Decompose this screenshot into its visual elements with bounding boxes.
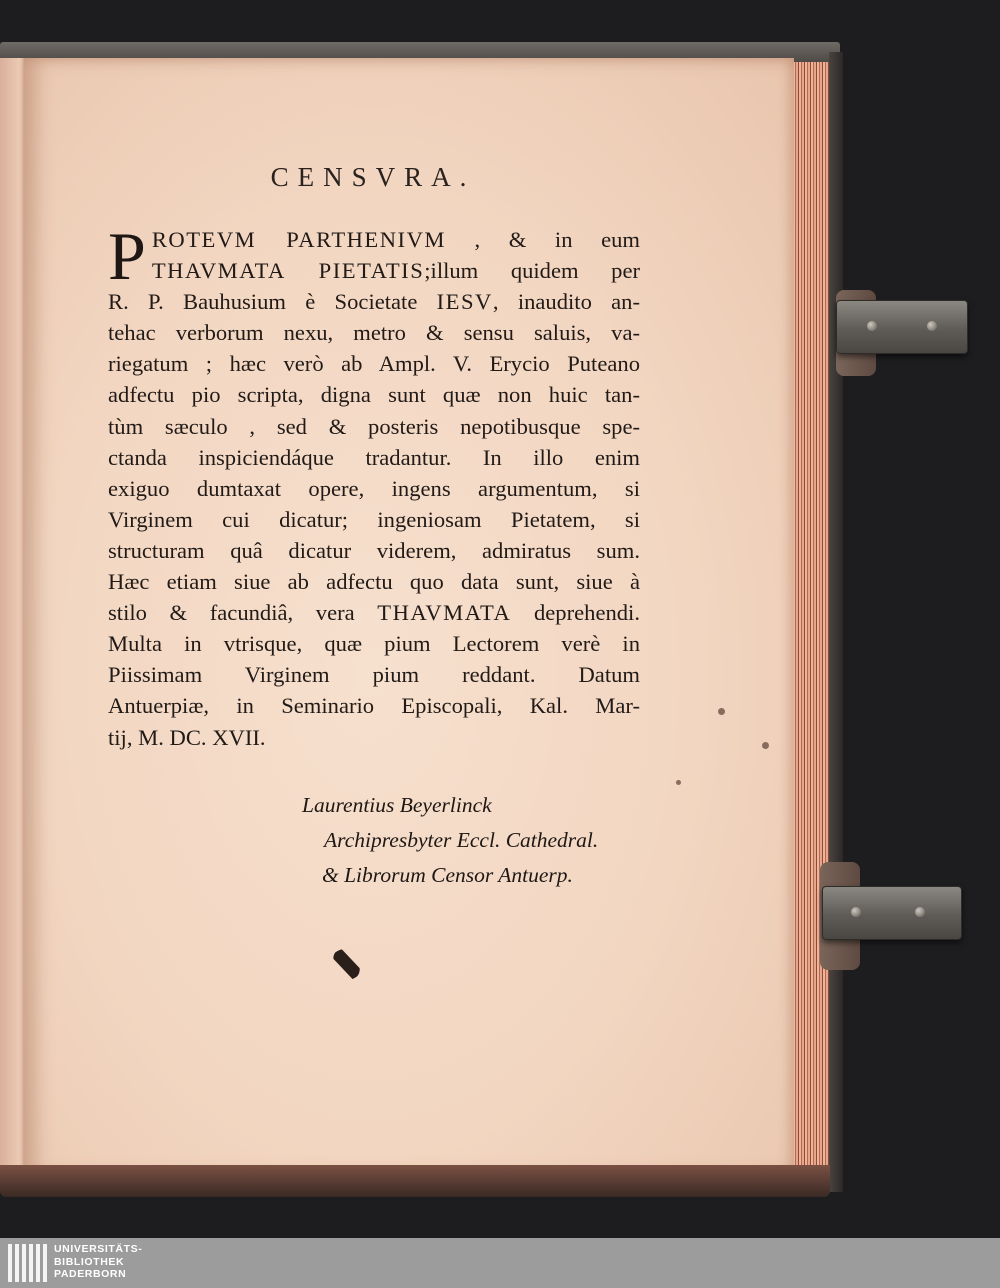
text-run: exiguo dumtaxat opere, ingens argumentum, si [108,475,640,501]
text-line [108,224,640,255]
text-run: deprehendi. [511,600,640,626]
metal-clasp-bottom [822,886,962,940]
logo-line-1: UNIVERSITÄTS- [54,1243,143,1255]
text-line [108,566,640,597]
signature-name: Laurentius Beyerlinck [302,793,492,817]
text-run: THAVMATA [377,600,512,626]
text-line [108,442,640,473]
rivet-icon [867,321,877,331]
text-run: adfectu pio scripta, digna sunt quæ non huic tan- [108,382,640,408]
text-line [108,255,640,286]
text-line [108,411,640,442]
text-line [108,659,640,690]
text-line [108,597,640,628]
text-run: ROTEVM PARTHENIVM [151,227,446,252]
metal-clasp-top [836,300,968,354]
page-heading: CENSVRA. [270,162,476,192]
library-logo-icon [6,1244,50,1282]
rivet-icon [915,907,925,917]
text-run: Multa in vtrisque, quæ pium Lectorem verè in [108,631,640,657]
text-run: , & in eum [445,227,640,252]
library-logo-text [54,1243,142,1281]
text-run: stilo & facundiâ, vera [108,600,378,626]
text-line [108,535,640,566]
text-line [108,690,640,721]
censorship-text [108,218,641,753]
text-line [108,722,640,753]
signature-office: & Librorum Censor Antuerp. [322,863,573,887]
library-footer [0,1238,1000,1288]
text-run: ;illum quidem per [424,258,640,284]
logo-line-3: PADERBORN [54,1268,127,1280]
text-run: tij, M. DC. XVII. [108,724,266,750]
rivet-icon [851,907,861,917]
text-run: R. P. Bauhusium è Societate [108,289,437,315]
text-run: Hæc etiam siue ab adfectu quo data sunt, siue à [108,569,640,595]
text-line [108,286,640,317]
book-cover-bottom [0,1165,830,1197]
signature-block [302,788,642,893]
drop-cap: P [108,218,146,294]
text-line [108,379,640,410]
signature-title: Archipresbyter Eccl. Cathedral. [324,828,599,852]
text-run: tehac verborum nexu, metro & sensu saluis, va- [108,320,640,346]
rivet-icon [927,321,937,331]
text-run: THAVMATA PIETATIS [151,258,425,284]
text-run: IESV [436,289,493,315]
text-line [108,473,640,504]
text-run: structuram quâ dicatur viderem, admiratus sum. [108,537,640,563]
logo-line-2: BIBLIOTHEK [54,1255,125,1268]
text-run: riegatum ; hæc verò ab Ampl. V. Erycio Puteano [108,351,640,377]
paper-spot [718,708,725,715]
text-line [108,504,640,535]
paper-spot [676,780,681,785]
text-run: Piissimam Virginem pium reddant. Datum [108,662,640,688]
text-run: ctanda inspiciendáque tradantur. In illo enim [108,444,640,470]
text-run: , inaudito an- [492,289,641,315]
text-run: Antuerpiæ, in Seminario Episcopali, Kal. Mar- [108,693,640,719]
text-run: tùm sæculo , sed & posteris nepotibusque spe- [108,413,640,439]
text-line [108,317,640,348]
text-line [108,628,640,659]
paper-spot [762,742,769,749]
text-line [108,348,640,379]
text-run: Virginem cui dicatur; ingeniosam Pietatem, si [108,506,640,532]
